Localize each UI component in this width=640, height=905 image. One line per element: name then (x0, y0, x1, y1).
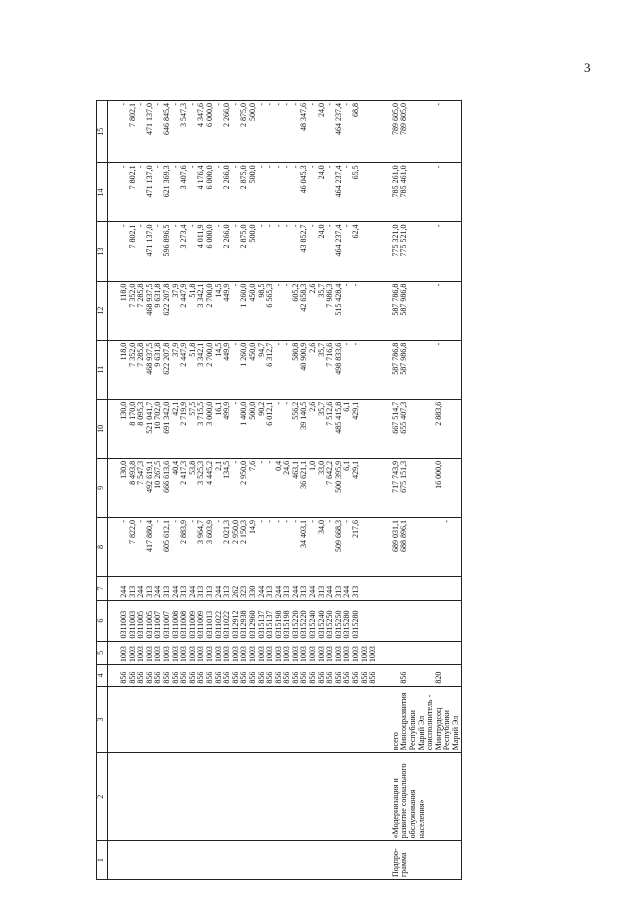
rotated-table-container (96, 100, 616, 880)
cell-col1 (378, 841, 392, 880)
bottom-rule (461, 101, 462, 880)
col-num-8: 8 (97, 517, 108, 576)
cell-target-code: 0311003 0311003 0311005 0311005 0311007 0311007 0311008 0311008 0311009 0311009 0311013 0311022 0311022 0312912 0312938 0312960 0315137 0315137 0315198 0315198 0315220 0315220 0315240 0315240 0315250 0315250 0315280 0315280 (120, 600, 378, 641)
cell-col10 (378, 399, 392, 458)
col-num-7: 7 (97, 577, 108, 601)
cell-col11 (378, 340, 392, 399)
cell-col9 (378, 458, 392, 517)
cell-col1 (108, 841, 121, 880)
table-row (392, 101, 461, 880)
column-number-row (97, 101, 108, 880)
col-num-14: 14 (97, 163, 108, 222)
col-num-10: 10 (97, 399, 108, 458)
table-bottom-border (461, 101, 462, 880)
col-num-3: 3 (97, 686, 108, 753)
cell-col14 (378, 163, 392, 222)
cell-col14-values: - 7 802,1 - 471 137,0 - 621 369,3 - 3 407,6 - 4 176,4 6 000,0 - 2 266,0 - 2 875,0 500,0 - - - - - 46 045,3 - 24,0 - 464 237,4 - 65,5 (120, 163, 378, 222)
cell-col3 (378, 686, 392, 753)
cell-col2 (108, 753, 121, 841)
cell-section-code: 1003 1003 1003 1003 1003 1003 1003 1003 1003 1003 1003 1003 1003 1003 1003 1003 1003 1003 1003 1003 1003 1003 1003 1003 1003 1003 1003 1003 1003 1003 (120, 641, 378, 665)
cell-subprogram-label: Подпро- грамма (392, 841, 461, 880)
col-num-9: 9 (97, 458, 108, 517)
cell-col2 (378, 753, 392, 841)
cell-col6 (378, 600, 392, 641)
cell-col8-values: - 7 822,0 - 417 880,4 - 605 612,1 - 2 883,9 - 3 964,7 3 603,9 - 2 021,3 2 950,0 2 150,3 14,9 - - - - - 34 403,1 - 34,0 - 509 668,3 - 217,6 (120, 517, 378, 576)
cell-col11-values: 118,0 7 352,0 7 285,8 468 937,5 9 631,8 622 207,8 37,9 2 447,9 51,8 3 342,1 2 700,0 14,5 449,9 - 1 260,0 450,0 94,7 6 312,7 - - 580,8 40 900,9 2,6 35,7 7 716,6 498 833,6 - - (120, 340, 378, 399)
cell-col12-values: 118,0 7 352,0 7 285,8 468 937,5 9 631,8 622 207,8 37,9 2 447,9 51,8 3 342,1 2 700,0 14,5 449,9 - 1 260,0 450,0 98,5 6 565,3 - - 605,2 42 658,3 2,6 35,7 7 986,3 515 428,4 - - (120, 281, 378, 340)
cell-col10-values: 130,0 8 170,0 8 095,3 521 041,7 10 702,0 691 342,0 42,1 2 719,9 57,5 3 715,5 3 000,0 16,1 499,9 - 1 400,0 500,0 90,2 6 012,1 - - 556,2 39 140,5 2,6 35,7 7 512,6 485 415,8 6,1 429,1 (120, 399, 378, 458)
col-num-13: 13 (97, 222, 108, 281)
cell-col15-total: 789 605,0 789 805,0 - (392, 101, 461, 163)
cell-col8 (378, 517, 392, 576)
cell-col15-values: - 7 802,1 - 471 137,0 - 646 845,4 - 3 547,3 - 4 347,6 6 000,0 - 2 266,0 - 2 875,0 500,0 - - - - - 48 347,6 - 24,0 - 464 237,4 - 68,8 (120, 101, 378, 163)
col8-total-values: 689 031,1 688 896,1 (390, 519, 409, 552)
cell-col14 (108, 163, 121, 222)
cell-dept-code-total: 856 820 (392, 665, 461, 686)
col-num-6: 6 (97, 600, 108, 641)
cell-col14-total: 785 261,0 785 461,0 - (392, 163, 461, 222)
cell-col10-total: 667 514,7 655 407,3 2 883,6 (392, 399, 461, 458)
cell-col9-total: 717 743,9 675 151,3 16 000,0 (392, 458, 461, 517)
col-num-1: 1 (97, 841, 108, 880)
cell-col13-values: - 7 802,1 - 471 137,0 - 596 896,5 - 3 273,4 - 4 011,9 6 000,0 - 2 266,0 - 2 875,0 500,0 - - - - - 43 852,7 - 24,0 - 464 237,4 - 62,4 (120, 222, 378, 281)
cell-col15 (108, 101, 121, 163)
cell-col9-values: 130,0 8 493,8 7 547,3 492 619,1 10 267,5 666 613,6 40,4 2 417,3 53,8 3 525,3 4 445,2 2,1 134,5 - 2 950,0 7,6 - - 0,4 24,6 463,1 36 621,1 1,0 33,0 7 642,2 500 395,9 6,1 429,1 (120, 458, 378, 517)
table-row (108, 101, 121, 880)
cell-col7 (378, 577, 392, 601)
cell-col3 (108, 686, 121, 753)
cell-col12-total: 587 786,8 587 986,8 - (392, 281, 461, 340)
cell-col5 (378, 641, 392, 665)
cell-col13 (378, 222, 392, 281)
cell-col7 (392, 577, 461, 601)
cell-dept-code: 856 856 856 856 856 856 856 856 856 856 856 856 856 856 856 856 856 856 856 856 856 856 856 856 856 856 856 856 856 856 (120, 665, 378, 686)
cell-executor: всего Минсоцразвития Республики Марий Эл соисполнитель - Минтрудсоц Республики Марий Эл (392, 686, 461, 753)
cell-col8 (108, 517, 121, 576)
cell-col3 (120, 686, 378, 753)
cell-col6 (392, 600, 461, 641)
col-num-4: 4 (97, 665, 108, 686)
cell-subprogram-name: «Модернизация и развитие социального обслуживания населения» (392, 753, 461, 841)
col-num-2: 2 (97, 753, 108, 841)
cell-col11-total: 587 786,8 587 986,8 - (392, 340, 461, 399)
cell-col5 (392, 641, 461, 665)
cell-col1 (120, 841, 378, 880)
col-num-12: 12 (97, 281, 108, 340)
cell-col4 (378, 665, 392, 686)
page-number: 3 (584, 60, 591, 75)
cell-col15 (378, 101, 392, 163)
cell-expense-type: 244 313 244 313 244 313 244 313 244 313 313 244 313 262 323 330 244 313 244 313 244 313 244 313 244 313 244 313 (120, 577, 378, 601)
cell-col13 (108, 222, 121, 281)
cell-col12 (378, 281, 392, 340)
col-num-11: 11 (97, 340, 108, 399)
cell-col2 (120, 753, 378, 841)
cell-col13-total: 775 321,0 775 521,0 - (392, 222, 461, 281)
budget-table (96, 100, 462, 880)
cell-col8-total (392, 517, 461, 576)
table-row (378, 101, 392, 880)
col8-total-dash: - (442, 519, 452, 523)
col-num-15: 15 (97, 101, 108, 163)
col-num-5: 5 (97, 641, 108, 665)
table-row (120, 101, 378, 880)
